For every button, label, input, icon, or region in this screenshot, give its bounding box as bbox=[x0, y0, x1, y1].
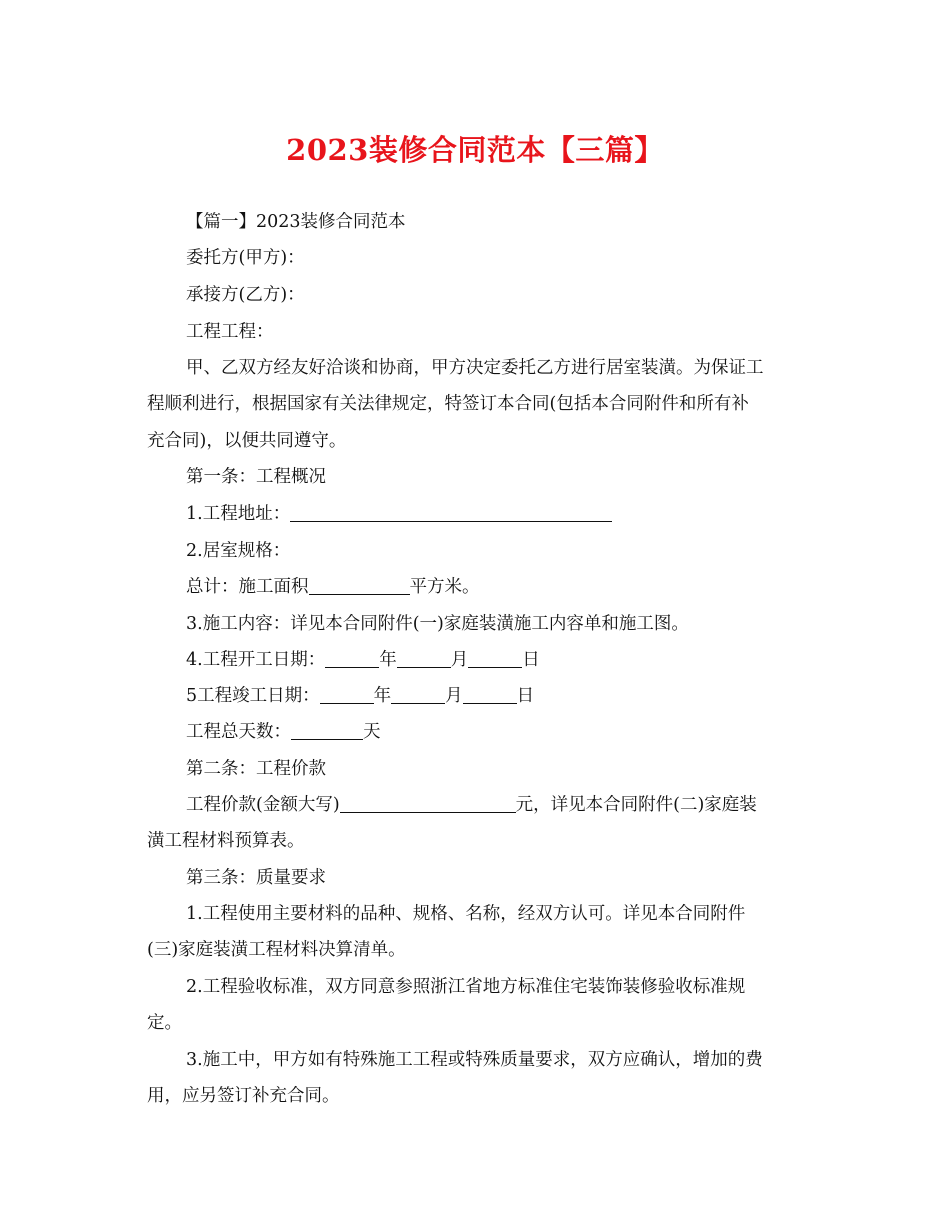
document-title: 2023装修合同范本【三篇】 bbox=[286, 133, 664, 167]
start-day-blank[interactable] bbox=[468, 650, 522, 668]
area-label: 总计：施工面积 bbox=[186, 577, 309, 597]
address-line bbox=[186, 502, 612, 526]
price-tail: 元，详见本合同附件(二)家庭装 bbox=[515, 795, 757, 815]
end-month-unit: 月 bbox=[445, 686, 463, 706]
intro-line-2: 程顺利进行，根据国家有关法律规定，特签订本合同(包括本合同附件和所有补 bbox=[147, 394, 749, 414]
content-line: 3.施工内容：详见本合同附件(一)家庭装潢施工内容单和施工图。 bbox=[186, 614, 689, 634]
article-2-heading: 第二条：工程价款 bbox=[186, 759, 326, 779]
article-1-heading: 第一条：工程概况 bbox=[186, 467, 326, 487]
end-year-blank[interactable] bbox=[320, 686, 374, 704]
project-line: 工程工程： bbox=[186, 322, 274, 342]
start-month-unit: 月 bbox=[450, 650, 469, 670]
quality-1-line-2: (三)家庭装潢工程材料决算清单。 bbox=[147, 940, 406, 960]
section-heading: 【篇一】2023装修合同范本 bbox=[186, 212, 406, 232]
total-days-line bbox=[186, 720, 381, 744]
client-line: 委托方(甲方)： bbox=[186, 248, 305, 268]
start-date-label: 4.工程开工日期： bbox=[186, 650, 326, 670]
start-day-unit: 日 bbox=[522, 650, 540, 670]
price-blank[interactable] bbox=[340, 795, 516, 813]
contractor-line: 承接方(乙方)： bbox=[186, 285, 305, 305]
quality-2-line-1: 2.工程验收标准，双方同意参照浙江省地方标准住宅装饰装修验收标准规 bbox=[186, 977, 746, 997]
start-year-blank[interactable] bbox=[325, 650, 379, 668]
end-day-unit: 日 bbox=[516, 686, 535, 706]
area-blank[interactable] bbox=[309, 577, 410, 595]
end-month-blank[interactable] bbox=[391, 686, 445, 704]
price-line-2: 潢工程材料预算表。 bbox=[147, 831, 305, 851]
quality-3-line-1: 3.施工中，甲方如有特殊施工工程或特殊质量要求，双方应确认，增加的费 bbox=[186, 1050, 763, 1070]
intro-line-1: 甲、乙双方经友好洽谈和协商，甲方决定委托乙方进行居室装潢。为保证工 bbox=[186, 358, 764, 378]
quality-3-line-2: 用，应另签订补充合同。 bbox=[147, 1086, 340, 1106]
start-month-blank[interactable] bbox=[397, 650, 451, 668]
end-year-unit: 年 bbox=[373, 686, 392, 706]
start-date-line bbox=[186, 648, 540, 672]
end-date-line bbox=[186, 684, 534, 708]
area-line bbox=[186, 575, 480, 599]
area-unit: 平方米。 bbox=[409, 577, 480, 597]
price-label: 工程价款(金额大写) bbox=[186, 795, 340, 815]
total-days-unit: 天 bbox=[363, 722, 381, 742]
end-day-blank[interactable] bbox=[463, 686, 517, 704]
total-days-label: 工程总天数： bbox=[186, 722, 291, 742]
address-label: 1.工程地址： bbox=[186, 504, 291, 524]
end-date-label: 5工程竣工日期： bbox=[186, 686, 320, 706]
article-3-heading: 第三条：质量要求 bbox=[186, 868, 326, 888]
spec-line: 2.居室规格： bbox=[186, 541, 291, 561]
start-year-unit: 年 bbox=[379, 650, 397, 670]
intro-line-3: 充合同)，以便共同遵守。 bbox=[147, 431, 347, 451]
address-blank[interactable] bbox=[290, 504, 612, 522]
price-line bbox=[186, 793, 757, 817]
quality-2-line-2: 定。 bbox=[147, 1013, 182, 1033]
quality-1-line-1: 1.工程使用主要材料的品种、规格、名称，经双方认可。详见本合同附件 bbox=[186, 904, 746, 924]
total-days-blank[interactable] bbox=[291, 722, 363, 740]
